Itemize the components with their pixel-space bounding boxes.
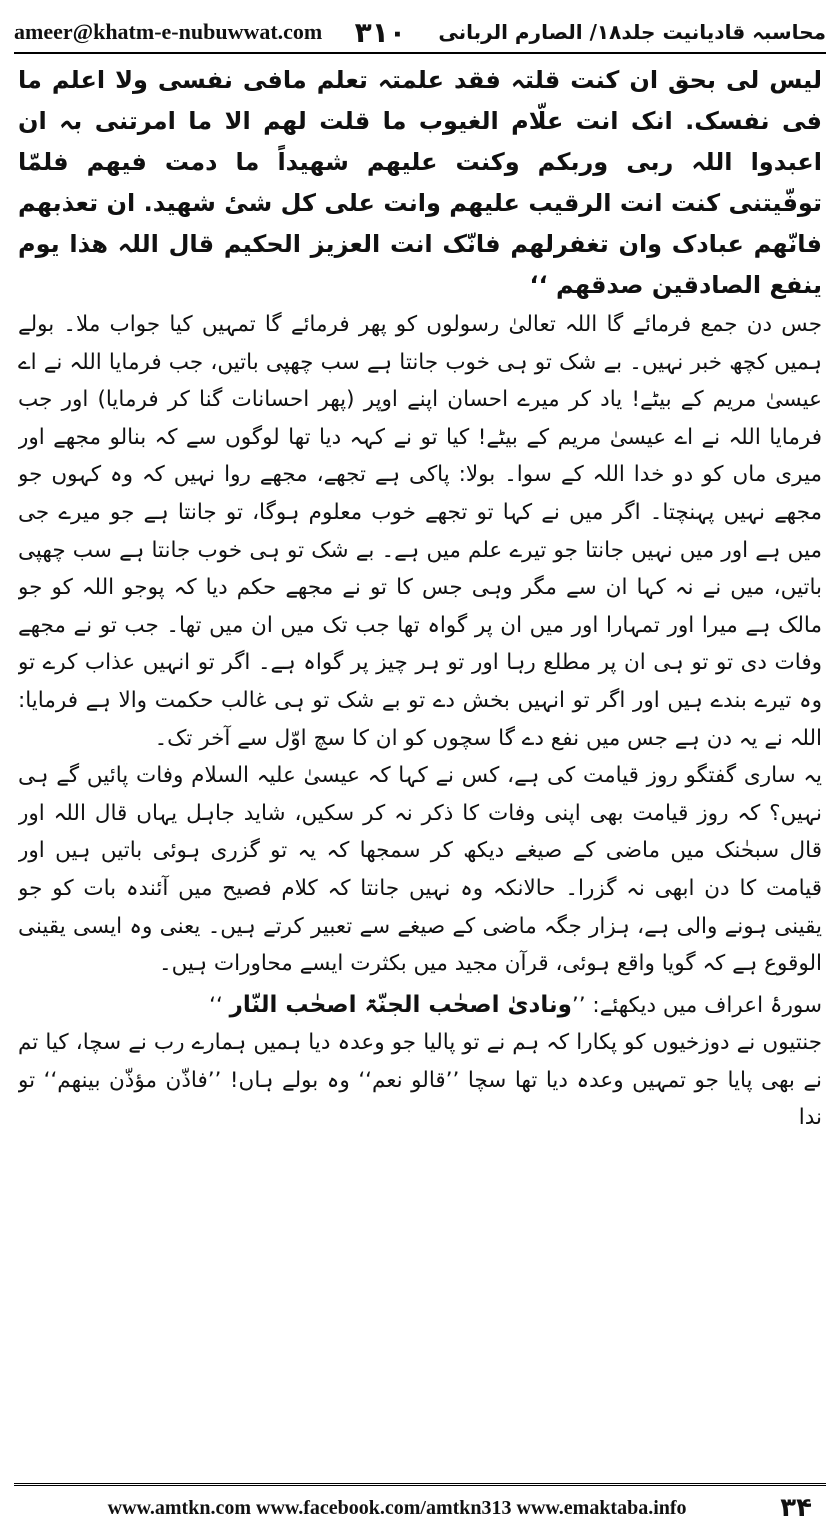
header-page-number: ۳۱۰ bbox=[354, 15, 406, 49]
page-header bbox=[14, 12, 826, 54]
urdu-translation-paragraph: جس دن جمع فرمائے گا اللہ تعالیٰ رسولوں کو پھر فرمائے گا تمہیں کیا جواب ملا۔ بولے ہمیں کچھ خبر نہیں۔ بے شک تو ہی خوب جانتا ہے سب چھپی باتیں، جب فرمایا اللہ نے اے عیسیٰ مریم کے بیٹے! یاد کر میرے احسان اپنے اوپر (پھر احسانات گنا کر فرمایا) اور جب فرمایا اللہ نے اے عیسیٰ مریم کے بیٹے! کیا تو نے کہہ دیا تھا لوگوں سے کہ بنالو مجھے اور میری ماں کو دو خدا اللہ کے سوا۔ بولا: پاکی ہے تجھے، مجھے روا نہیں کہ وہ کہوں جو مجھے نہیں پہنچتا۔ اگر میں نے کہا تو تجھے خوب معلوم ہوگا، تو جانتا ہے جو میرے جی میں ہے اور میں نہیں جانتا جو تیرے علم میں ہے۔ بے شک تو ہی خوب جانتا ہے سب چھپی باتیں، میں نے نہ کہا ان سے مگر وہی جس کا تو نے مجھے حکم دیا کہ پوجو اللہ کو جو مالک ہے میرا اور تمہارا اور میں ان پر گواہ تھا جب تک میں ان میں تھا۔ جب تو نے مجھے وفات دی تو تو ہی ان پر مطلع رہا اور تو ہر چیز پر گواہ ہے۔ اگر تو انہیں عذاب کرے تو وہ تیرے بندے ہیں اور اگر تو انہیں بخش دے تو بے شک تو ہی غالب حکمت والا ہے فرمایا: اللہ نے یہ دن ہے جس میں نفع دے گا سچوں کو ان کا سچ اوّل سے آخر تک۔ bbox=[18, 312, 822, 751]
surah-araf-heading bbox=[18, 987, 822, 1025]
urdu-final-paragraph: جنتیوں نے دوزخیوں کو پکارا کہ ہم نے تو پالیا جو وعدہ دیا ہمیں ہمارے رب نے سچا، کیا تم نے بھی پایا جو تمہیں وعدہ دیا تھا سچا ’’قالو نعم‘‘ وہ بولے ہاں! ’’فاذّن مؤذّن بینھم‘‘ تو ندا bbox=[18, 1030, 822, 1131]
header-book-title: محاسبہ قادیانیت جلد۱۸/ الصارم الربانی bbox=[438, 20, 826, 44]
footer-page-number: ۳۴ bbox=[780, 1493, 812, 1523]
surah-heading-prefix: سورۂ اعراف میں دیکھئے: ’’ bbox=[571, 992, 822, 1018]
header-email: ameer@khatm-e-nubuwwat.com bbox=[14, 19, 323, 44]
urdu-commentary-paragraph: یہ ساری گفتگو روز قیامت کی ہے، کس نے کہا کہ عیسیٰ علیہ السلام وفات پائیں گے ہی نہیں؟ کہ روز قیامت بھی اپنی وفات کا ذکر نہ کر سکیں، شاید جاہل یہاں قال اللہ اور قال سبحٰنک میں ماضی کے صیغے دیکھ کر سمجھا کہ یہ تو گزری ہوئی باتیں ہیں اور قیامت کا دن ابھی نہ گزرا۔ حالانکہ وہ نہیں جانتا کہ کلام فصیح میں آئندہ بات کو جو یقینی ہونے والی ہے، ہزار جگہ ماضی کے صیغے سے تعبیر کرتے ہیں۔ یعنی وہ ایسی یقینی الوقوع ہے کہ گویا واقع ہوئی، قرآن مجید میں بکثرت ایسے محاورات ہیں۔ bbox=[18, 763, 822, 977]
page-body bbox=[18, 60, 822, 1478]
footer-urls: www.amtkn.com www.facebook.com/amtkn313 www.emaktaba.info bbox=[107, 1496, 687, 1519]
surah-heading-suffix: ‘‘ bbox=[209, 992, 230, 1018]
surah-heading-arabic: ونادیٰ اصحٰب الجنّۃ اصحٰب النّار bbox=[229, 991, 572, 1018]
arabic-quran-passage: لیس لی بحق ان کنت قلتہ فقد علمتہ تعلم مافی نفسی ولا اعلم ما فی نفسک. انک انت علّام الغیوب ما قلت لھم الا ما امرتنی بہ ان اعبدوا اللہ ربی وربکم وکنت علیھم شھیداً ما دمت فیھم فلمّا توفّیتنی کنت انت الرقیب علیھم وانت علی کل شیٔ شھید. ان تعذبھم فانّھم عبادک وان تغفرلھم فانّک انت العزیز الحکیم قال اللہ ھذا یوم ینفع الصادقین صدقھم ‘‘ bbox=[18, 66, 822, 299]
page-footer bbox=[14, 1483, 826, 1530]
